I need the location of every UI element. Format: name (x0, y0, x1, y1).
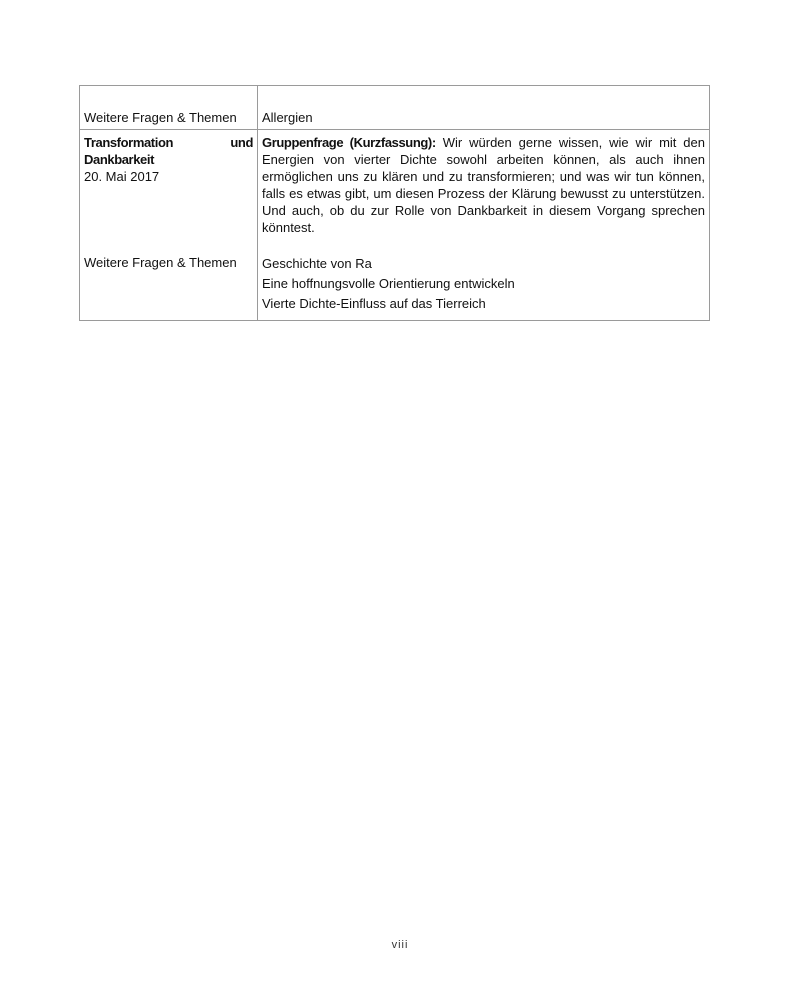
session-date: 20. Mai 2017 (84, 169, 160, 184)
question-text: Wir würden gerne wissen, wie wir mit den Energien von vierter Dichte sowohl arbeiten können, als auch ihnen ermöglichen uns zu klären und zu transformieren; und was wir tun können, falls es etwas gibt, um diesen Prozess der Klärung bewusst zu unterstützen. Und auch, ob du zur Rolle von Dankbarkeit in diesem Vorgang sprechen könntest. (262, 135, 706, 235)
group-question (262, 134, 705, 236)
more-topics-label: Weitere Fragen & Themen (84, 255, 237, 270)
table-row (80, 86, 710, 130)
list-item: Eine hoffnungsvolle Orientierung entwickeln (262, 276, 515, 291)
row1-left-text: Weitere Fragen & Themen (84, 110, 237, 125)
table-row (80, 130, 710, 321)
row1-right-cell (258, 86, 710, 130)
spacer (84, 185, 253, 254)
page-number: viii (391, 939, 409, 951)
row1-left-cell (80, 86, 258, 130)
row1-right-text: Allergien (262, 110, 313, 125)
session-info-cell (80, 130, 258, 321)
session-title: Transformation und Dankbarkeit (84, 135, 253, 167)
list-item: Vierte Dichte-Einfluss auf das Tierreich (262, 296, 486, 311)
session-content-cell (258, 130, 710, 321)
question-label: Gruppenfrage (Kurzfassung): (262, 135, 436, 150)
list-item: Geschichte von Ra (262, 256, 372, 271)
topics-list (262, 254, 705, 314)
session-table (79, 85, 710, 321)
